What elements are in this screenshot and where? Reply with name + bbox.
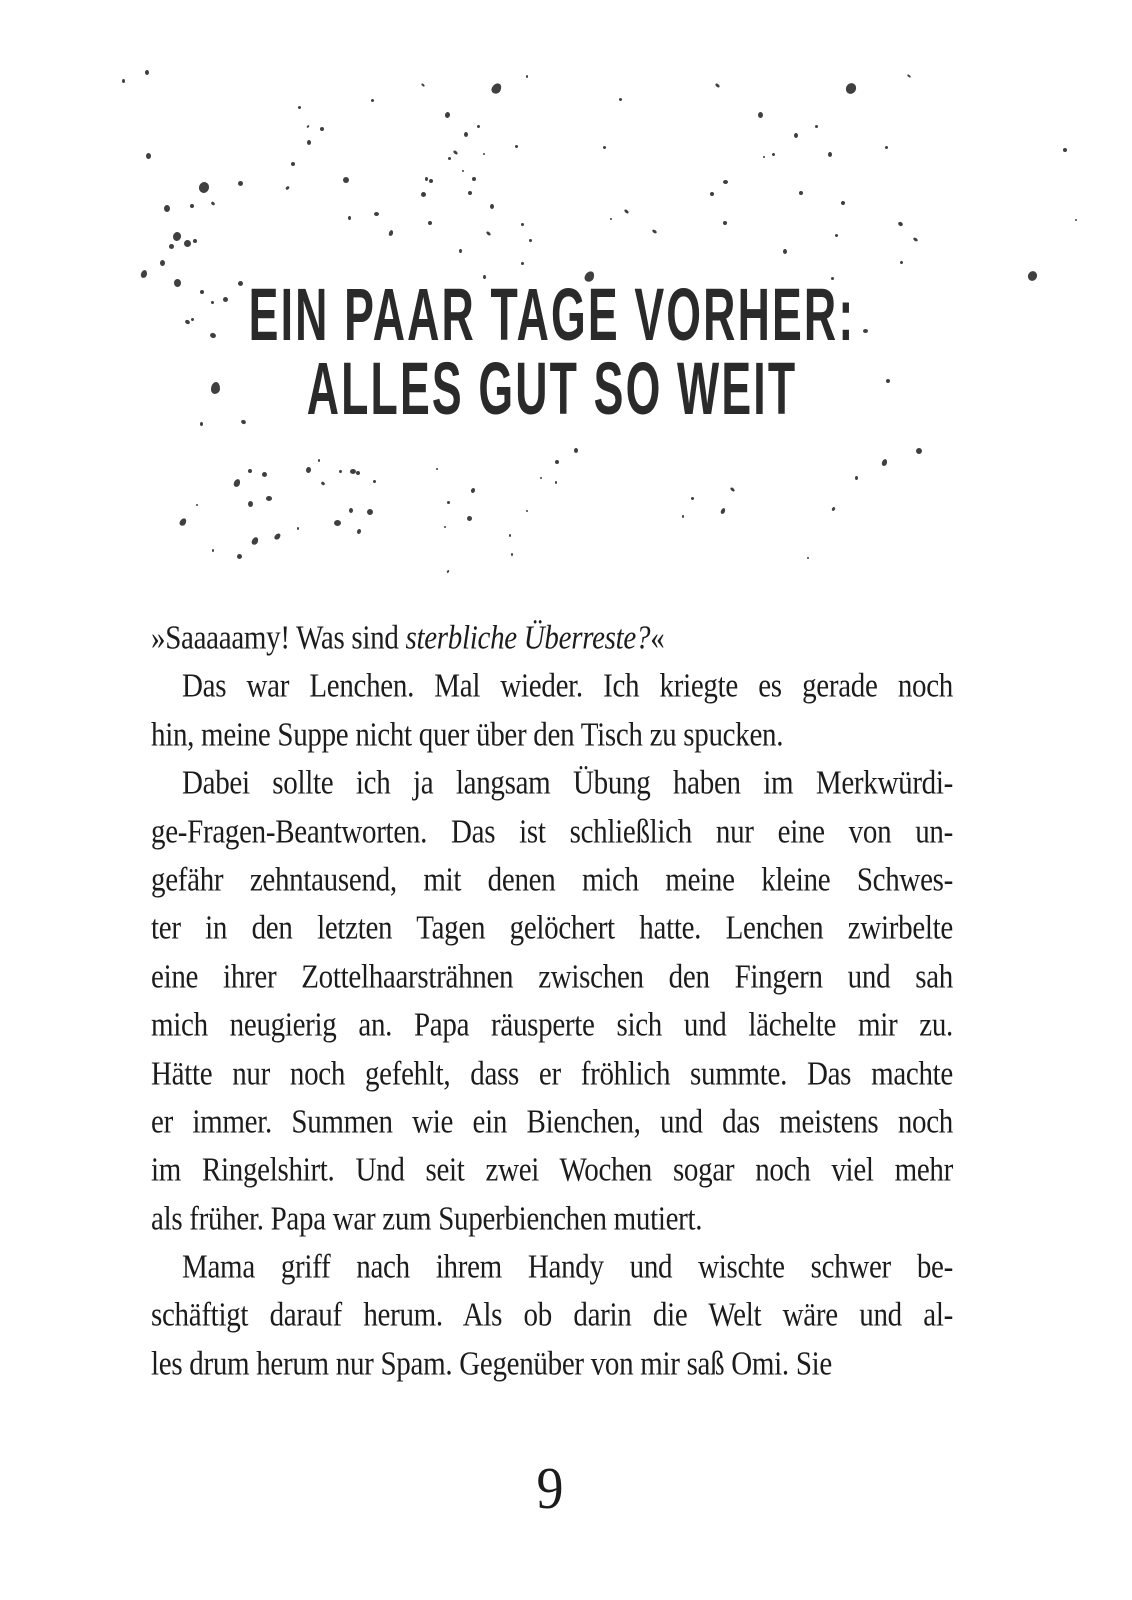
ink-splatter-dot (193, 239, 197, 243)
ink-splatter-dot (464, 132, 468, 137)
body-line (151, 997, 953, 1053)
ink-splatter-dot (273, 532, 281, 541)
ink-splatter-dot (446, 570, 449, 574)
ink-splatter-dot (483, 153, 485, 155)
ink-splatter-dot (897, 221, 903, 227)
ink-splatter-dot (444, 111, 450, 118)
ink-splatter-dot (251, 536, 259, 546)
ink-splatter-dot (444, 526, 446, 528)
ink-splatter-dot (172, 231, 182, 242)
text-segment: im Ringelshirt. Und seit zwei Wochen sogar noch viel mehr (151, 1151, 953, 1189)
body-line (151, 659, 953, 715)
ink-splatter-dot (306, 125, 309, 129)
ink-splatter-dot (307, 140, 311, 145)
ink-splatter-dot (855, 476, 858, 480)
ink-splatter-dot (179, 517, 188, 527)
text-segment: Dabei sollte ich ja langsam Übung haben im Merkwürdi- (182, 764, 953, 802)
ink-splatter-dot (266, 496, 272, 501)
ink-splatter-dot (885, 146, 888, 149)
ink-splatter-dot (555, 460, 559, 464)
ink-splatter-dot (723, 180, 728, 184)
body-line (151, 901, 953, 957)
ink-splatter-dot (164, 205, 170, 212)
ink-splatter-dot (448, 157, 451, 160)
text-segment: ge-Fragen-Beantworten. Das ist schließlich nur eine von un- (151, 813, 953, 850)
ink-splatter-dot (490, 82, 503, 96)
ink-splatter-dot (840, 200, 845, 205)
emphasized-text: sterbliche Überreste? (405, 619, 651, 657)
text-segment: gefähr zehntausend, mit denen mich meine kleine Schwes- (151, 861, 953, 899)
ink-splatter-dot (196, 504, 198, 506)
ink-splatter-dot (844, 81, 858, 96)
ink-splatter-dot (140, 270, 147, 279)
ink-splatter-dot (367, 509, 373, 515)
ink-splatter-dot (1063, 148, 1067, 152)
ink-splatter-dot (321, 481, 326, 486)
ink-splatter-dot (526, 75, 528, 78)
ink-splatter-dot (470, 487, 475, 493)
ink-splatter-dot (233, 478, 241, 487)
ink-splatter-dot (374, 212, 379, 216)
ink-splatter-dot (459, 249, 462, 253)
ink-splatter-dot (603, 146, 606, 149)
ink-splatter-dot (389, 230, 394, 237)
ink-splatter-dot (540, 477, 542, 479)
ink-splatter-dot (425, 177, 428, 181)
body-line (151, 1288, 953, 1344)
ink-splatter-dot (285, 186, 290, 191)
ink-splatter-dot (720, 508, 725, 515)
page-number: 9 (536, 1455, 564, 1521)
ink-splatter-dot (334, 520, 341, 526)
ink-splatter-dot (509, 534, 511, 537)
text-segment: les drum herum nur Spam. Gegenüber von mir saß Omi. Sie (151, 1345, 832, 1383)
ink-splatter-dot (783, 249, 787, 254)
ink-splatter-dot (356, 528, 361, 534)
ink-splatter-dot (610, 218, 612, 220)
ink-splatter-dot (730, 487, 736, 493)
text-segment: Mama griff nach ihrem Handy und wischte schwer be- (182, 1248, 953, 1286)
text-segment: « (650, 619, 665, 657)
text-segment: ter in den letzten Tagen gelöchert hatte. Lenchen zwirbelte (151, 909, 953, 947)
body-line (151, 1046, 953, 1102)
ink-splatter-dot (490, 204, 494, 209)
chapter-title-line-2: ALLES GUT SO WEIT (306, 348, 798, 431)
ink-splatter-dot (521, 223, 524, 226)
ink-splatter-dot (682, 515, 684, 518)
ink-splatter-dot (828, 152, 832, 157)
ink-splatter-dot (421, 83, 425, 87)
ink-splatter-dot (835, 234, 838, 237)
ink-splatter-dot (447, 501, 450, 504)
ink-splatter-dot (472, 177, 476, 181)
text-segment: schäftigt darauf herum. Als ob darin die Welt wäre und al- (151, 1297, 953, 1334)
ink-splatter-dot (237, 554, 242, 559)
ink-splatter-dot (555, 481, 557, 484)
ink-splatter-dot (1075, 219, 1077, 221)
text-segment: hin, meine Suppe nicht quer über den Tisch zu spucken. (151, 716, 784, 754)
ink-splatter-dot (373, 480, 376, 483)
ink-splatter-dot (318, 459, 320, 462)
text-segment: Das war Lenchen. Mal wieder. Ich kriegte es gerade noch (182, 667, 953, 705)
text-segment: als früher. Papa war zum Superbienchen mutiert. (151, 1200, 703, 1238)
ink-splatter-dot (348, 216, 351, 220)
ink-splatter-dot (428, 221, 432, 225)
ink-splatter-dot (526, 510, 528, 512)
ink-splatter-dot (807, 557, 809, 559)
ink-splatter-dot (238, 181, 243, 186)
ink-splatter-dot (511, 553, 513, 556)
ink-splatter-dot (211, 201, 216, 206)
ink-splatter-dot (122, 79, 125, 83)
ink-splatter-dot (619, 98, 622, 101)
ink-splatter-dot (529, 239, 532, 242)
ink-splatter-dot (624, 209, 630, 215)
ink-splatter-dot (343, 177, 349, 183)
ink-splatter-dot (710, 192, 714, 196)
ink-splatter-dot (715, 83, 721, 89)
ink-splatter-dot (723, 221, 727, 225)
body-line (151, 756, 953, 812)
text-segment: er immer. Summen wie ein Bienchen, und das meistens noch (151, 1103, 953, 1141)
ink-splatter-dot (831, 507, 836, 512)
ink-splatter-dot (146, 153, 151, 159)
text-segment: mich neugierig an. Papa räusperte sich und lächelte mir zu. (151, 1006, 953, 1044)
ink-splatter-dot (691, 497, 694, 500)
body-line (151, 804, 953, 860)
ink-splatter-dot (799, 191, 803, 195)
ink-splatter-dot (197, 181, 210, 195)
ink-splatter-dot (291, 162, 295, 166)
ink-splatter-dot (468, 191, 472, 195)
ink-splatter-dot (297, 527, 299, 530)
ink-splatter-dot (652, 229, 658, 234)
ink-splatter-dot (462, 170, 464, 172)
ink-splatter-dot (339, 470, 342, 473)
ink-splatter-dot (815, 125, 818, 128)
ink-splatter-dot (467, 516, 472, 521)
chapter-title (0, 274, 1104, 431)
body-text (151, 614, 953, 1388)
ink-splatter-dot (436, 468, 438, 470)
text-segment: eine ihrer Zottelhaarsträhnen zwischen den Fingern und sah (151, 958, 953, 996)
ink-splatter-dot (248, 501, 253, 507)
ink-splatter-dot (212, 549, 214, 552)
chapter-title-line-1: EIN PAAR TAGE VORHER: (248, 274, 856, 357)
ink-splatter-dot (900, 261, 903, 264)
ink-splatter-dot (320, 127, 324, 131)
ink-splatter-dot (184, 240, 191, 247)
ink-splatter-dot (763, 156, 765, 158)
ink-splatter-dot (913, 237, 919, 242)
ink-splatter-dot (429, 179, 433, 183)
ink-splatter-dot (262, 472, 267, 477)
ink-splatter-dot (349, 508, 353, 513)
ink-splatter-dot (574, 448, 578, 453)
ink-splatter-dot (916, 448, 922, 454)
ink-splatter-dot (298, 106, 301, 109)
ink-splatter-dot (169, 244, 174, 249)
ink-splatter-dot (371, 99, 374, 102)
ink-splatter-dot (477, 125, 480, 128)
body-line (151, 1143, 953, 1199)
ink-splatter-dot (453, 150, 459, 156)
ink-splatter-dot (356, 471, 360, 475)
ink-splatter-dot (758, 112, 763, 118)
ink-splatter-dot (794, 133, 798, 138)
text-segment: Hätte nur noch gefehlt, dass er fröhlich summte. Das machte (151, 1055, 953, 1092)
ink-splatter-dot (160, 260, 165, 266)
body-line (151, 1191, 953, 1247)
ink-splatter-dot (145, 70, 149, 75)
ink-splatter-dot (421, 192, 426, 197)
ink-splatter-dot (515, 145, 518, 148)
ink-splatter-dot (486, 231, 492, 237)
ink-splatter-dot (772, 153, 775, 156)
ink-splatter-dot (881, 459, 887, 467)
ink-splatter-dot (190, 204, 194, 208)
ink-splatter-dot (521, 262, 524, 265)
body-line (151, 1336, 953, 1392)
ink-splatter-dot (907, 74, 911, 78)
ink-splatter-dot (306, 467, 312, 474)
text-segment: »Saaaaamy! Was sind (151, 619, 406, 657)
ink-splatter-dot (248, 469, 252, 473)
